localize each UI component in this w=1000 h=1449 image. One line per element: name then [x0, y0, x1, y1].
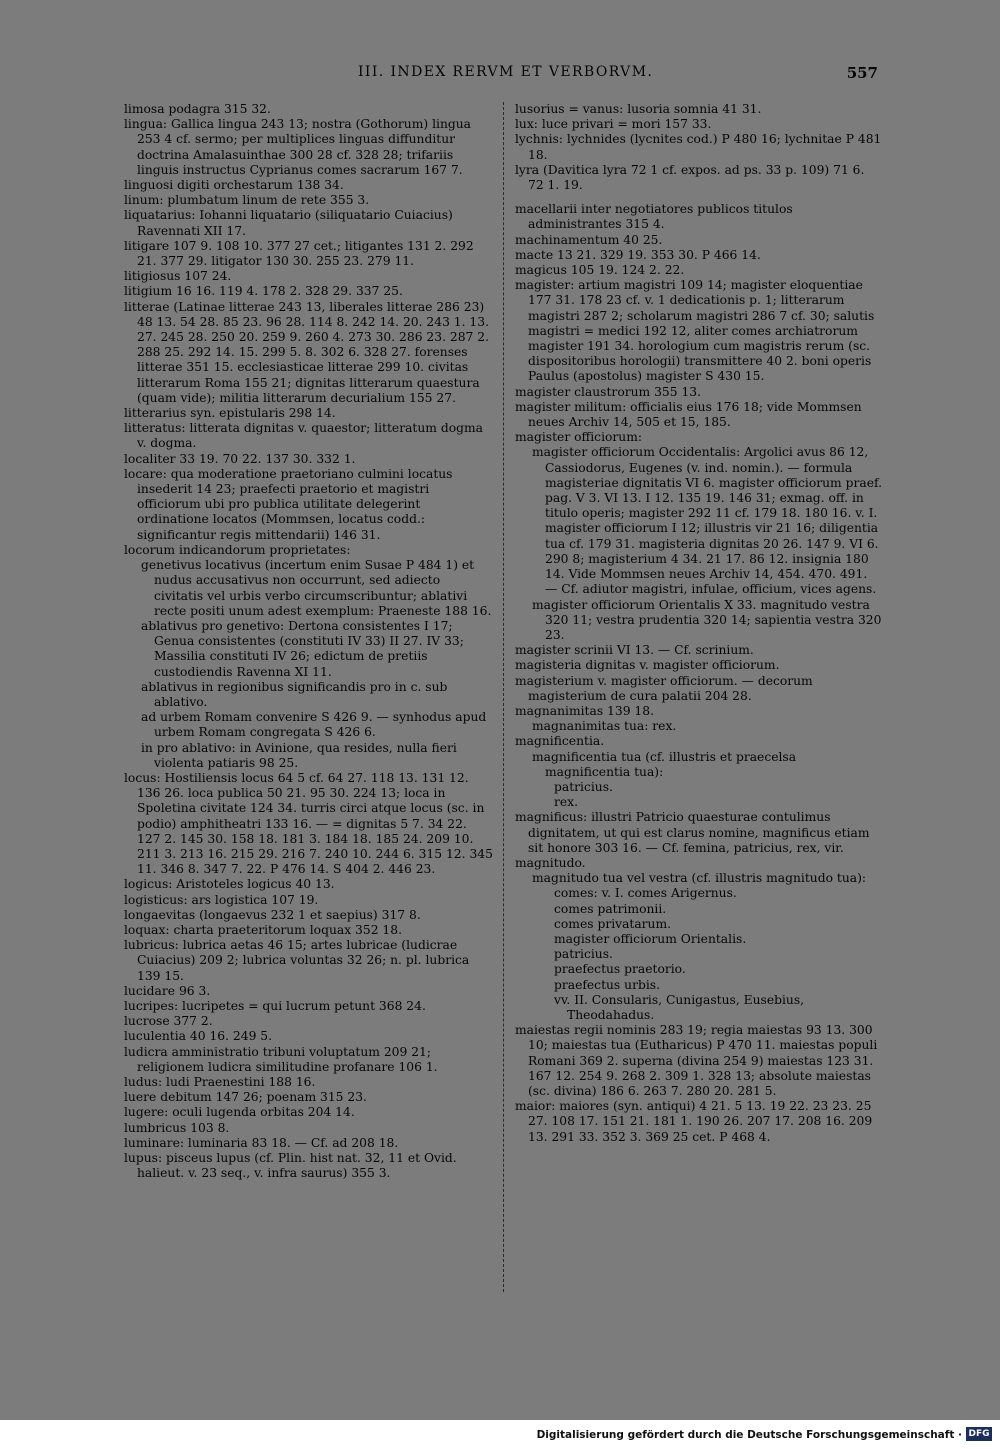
index-entry: ludicra amministratio tribuni voluptatum 209 21; religionem ludicra similitudine profanare 106 1.	[124, 1044, 438, 1074]
running-header	[0, 64, 1000, 88]
index-entry: magnificentia.	[515, 734, 605, 749]
index-entry: machinamentum 40 25.	[515, 232, 663, 247]
index-entry: luculentia 40 16. 249 5.	[124, 1029, 273, 1044]
index-entry: lucripes: lucripetes = qui lucrum petunt 368 24.	[124, 998, 426, 1013]
index-entry: lingua: Gallica lingua 243 13; nostra (Gothorum) lingua 253 4 cf. sermo; per multiplices linguas diffunditur doctrina Amalasuinthae 300 28 cf. 328 28; trifariis linguis instructus Cyprianus comes sacrarum 167 7.	[124, 117, 471, 177]
index-entry: lusorius = vanus: lusoria somnia 41 31.	[515, 102, 762, 116]
index-entry: logisticus: ars logistica 107 19.	[124, 892, 319, 907]
index-entry: linguosi digiti orchestarum 138 34.	[124, 178, 344, 193]
index-entry: lupus: pisceus lupus (cf. Plin. hist nat. 32, 11 et Ovid. halieut. v. 23 seq., v. infra saurus) 355 3.	[124, 1151, 457, 1181]
index-entry: magister militum: officialis eius 176 18; vide Mommsen neues Archiv 14, 505 et 15, 185.	[515, 399, 862, 430]
index-entry: magnitudo tua vel vestra (cf. illustris magnitudo tua):	[532, 871, 867, 886]
index-entry: locus: Hostiliensis locus 64 5 cf. 64 27. 118 13. 131 12. 136 26. loca publica 50 21. 95 30. 224 13; loca in Spoletina civitate 124 34. turris circi atque locus (sc. in podio) amphitheatri 133 16. — = dignitas 5 7. 34 22. 127 2. 145 30. 158 18. 181 3. 184 18. 185 24. 209 10. 211 3. 213 16. 215 29. 216 7. 240 10. 244 6. 315 12. 345 11. 346 8. 347 7. 22. P 476 14. S 404 2. 446 23.	[124, 770, 493, 877]
index-entry: magister officiorum Occidentalis: Argolici avus 86 12, Cassiodorus, Eugenes (v. ind. nomin.). — formula magisteriae dignitatis VI 6. magister officiorum praef. pag. V 3. VI 13. I 12. 135 19. 146 31; exmag. off. in titulo operis; magister 292 11 cf. 179 18. 180 16. v. I. magister officiorum I 12; illustris vir 21 16; diligentia tua cf. 179 31. magisteria dignitas 20 26. 147 9. VI 6. 290 8; magisterium 4 34. 21 17. 86 12. insignia 180 14. Vide Mommsen neues Archiv 14, 454. 470. 491. — Cf. adiutor magistri, infulae, officium, vices agens.	[532, 445, 882, 597]
index-entry: magister officiorum Orientalis X 33. magnitudo vestra 320 11; vestra prudentia 320 14; sapientia vestra 320 23.	[532, 597, 882, 642]
index-entry: patricius.	[554, 947, 613, 962]
index-entry: maior: maiores (syn. antiqui) 4 21. 5 13. 19 22. 23 23. 25 27. 108 17. 151 21. 181 1. 190 26. 207 17. 208 16. 209 13. 291 33. 352 3. 369 25 cet. P 468 4.	[515, 1099, 873, 1144]
index-entry: genetivus locativus (incertum enim Susae P 484 1) et nudus accusativus non occurrunt, sed adiecto civitatis vel urbis verbo circumscribuntur; ablativi recte positi unum adest exemplum: Praeneste 188 16.	[141, 558, 492, 618]
index-entry: magnanimitas 139 18.	[515, 703, 654, 718]
index-entry: magister scrinii VI 13. — Cf. scrinium.	[515, 643, 754, 658]
index-entry: praefectus praetorio.	[554, 962, 686, 977]
index-entry: liquatarius: Iohanni liquatario (siliquatario Cuiacius) Ravennati XII 17.	[124, 208, 453, 238]
index-entry: magister officiorum Orientalis.	[554, 931, 747, 946]
index-entry: macellarii inter negotiatores publicos titulos administrantes 315 4.	[515, 202, 793, 232]
index-entry: lubricus: lubrica aetas 46 15; artes lubricae (ludicrae Cuiacius) 209 2; lubrica voluntas 32 26; n. pl. lubrica 139 15.	[124, 938, 470, 983]
index-entry: lumbricus 103 8.	[124, 1120, 230, 1135]
index-entry: magnificus: illustri Patricio quaesturae contulimus dignitatem, ut qui est clarus nomine, magnificus etiam sit honore 303 16. — Cf. femina, patricius, rex, vir.	[515, 810, 870, 855]
index-entry: magnificentia tua (cf. illustris et praecelsa magnificentia tua):	[532, 749, 797, 779]
index-entry: ablativus pro genetivo: Dertona consistentes I 17; Genua consistentes (constituti IV 33) II 27. IV 33; Massilia constituti IV 26; edictum de pretiis custodiendis Ravenna XI 11.	[141, 618, 464, 679]
index-entry: litterae (Latinae litterae 243 13, liberales litterae 286 23) 48 13. 54 28. 85 23. 96 28. 114 8. 242 14. 20. 243 1. 13. 27. 245 28. 250 20. 259 9. 260 4. 273 30. 286 23. 287 2. 288 25. 292 14. 15. 299 5. 8. 302 6. 328 27. forenses litterae 351 15. ecclesiasticae litterae 299 10. civitas litterarum Roma 155 21; dignitas litterarum quaestura (quam vide); militia litterarum decurialium 155 27.	[124, 299, 489, 405]
index-entry: praefectus urbis.	[554, 977, 660, 992]
index-entry: litterarius syn. epistularis 298 14.	[124, 406, 336, 421]
index-entry: in pro ablativo: in Avinione, qua resides, nulla fieri violenta patiaris 98 25.	[141, 740, 457, 770]
index-entry: logicus: Aristoteles logicus 40 13.	[124, 877, 335, 892]
index-entry: magister: artium magistri 109 14; magister eloquentiae 177 31. 178 23 cf. v. 1 dedicationis p. 1; litterarum magistri 287 2; scholarum magistri 286 7 cf. 30; salutis magistri = medici 192 12, aliter comes archiatrorum magister 191 34. horologium cum magistris rerum (sc. dispositoribus horologii) transmittere 40 2. boni operis Paulus (apostolus) magister S 430 15.	[515, 278, 875, 384]
index-entry: locare: qua moderatione praetoriano culmini locatus insederit 14 23; praefecti praetorio et magistri officiorum ubi pro publica utilitate delegerint ordinatione locatos (Mommsen, locatus codd.: significantur regis mittendarii) 146 31.	[124, 466, 453, 542]
index-entry: magisteria dignitas v. magister officiorum.	[515, 658, 780, 673]
index-entry: magister officiorum:	[515, 430, 643, 445]
index-entry: magister claustrorum 355 13.	[515, 384, 702, 399]
index-entry: ludus: ludi Praenestini 188 16.	[124, 1075, 316, 1089]
header-title: III. INDEX RERVM ET VERBORVM.	[358, 64, 654, 80]
index-entry: ablativus in regionibus significandis pro in c. sub ablativo.	[141, 679, 448, 709]
index-entry: localiter 33 19. 70 22. 137 30. 332 1.	[124, 451, 356, 466]
index-entry: litigium 16 16. 119 4. 178 2. 328 29. 337 25.	[124, 284, 403, 299]
index-column-left	[124, 102, 493, 1181]
index-entry: loquax: charta praeteritorum loquax 352 18.	[124, 922, 402, 937]
index-entry: magicus 105 19. 124 2. 22.	[515, 263, 685, 278]
index-entry: limosa podagra 315 32.	[124, 102, 271, 116]
index-entry: maiestas regii nominis 283 19; regia maiestas 93 13. 300 10; maiestas tua (Eutharicus) P 470 11. maiestas populi Romani 369 2. superna (divina 254 9) maiestas 123 31. 167 12. 254 9. 268 2. 309 1. 328 13; absolute maiestas (sc. divina) 186 6. 263 7. 280 20. 281 5.	[515, 1023, 878, 1098]
dfg-logo: DFG	[966, 1427, 992, 1441]
index-entry: magisterium v. magister officiorum. — decorum magisterium de cura palatii 204 28.	[515, 673, 813, 703]
index-entry: ad urbem Romam convenire S 426 9. — synhodus apud urbem Romam congregata S 426 6.	[141, 710, 487, 740]
index-entry: linum: plumbatum linum de rete 355 3.	[124, 193, 370, 208]
column-divider	[503, 102, 504, 1292]
index-entry: luere debitum 147 26; poenam 315 23.	[124, 1090, 367, 1105]
index-entry: patricius.	[554, 779, 613, 794]
footer-credit: Digitalisierung gefördert durch die Deutsche Forschungsgemeinschaft ·	[536, 1429, 962, 1441]
index-entry: magnitudo.	[515, 855, 586, 870]
index-entry: lyra (Davitica lyra 72 1 cf. expos. ad ps. 33 p. 109) 71 6. 72 1. 19.	[515, 162, 865, 193]
index-entry: luminare: luminaria 83 18. — Cf. ad 208 18.	[124, 1135, 399, 1150]
index-entry: litteratus: litterata dignitas v. quaestor; litteratum dogma v. dogma.	[124, 421, 483, 451]
index-entry: lux: luce privari = mori 157 33.	[515, 117, 712, 132]
index-entry: magnanimitas tua: rex.	[532, 719, 677, 734]
index-entry: comes patrimonii.	[554, 901, 667, 916]
index-entry: rex.	[554, 795, 578, 810]
page-number: 557	[846, 64, 878, 82]
index-entry: longaevitas (longaevus 232 1 et saepius) 317 8.	[124, 907, 421, 922]
index-entry: comes privatarum.	[554, 916, 672, 931]
index-entry: comes: v. I. comes Arigernus.	[554, 886, 737, 901]
index-entry: litigiosus 107 24.	[124, 269, 232, 284]
index-entry: litigare 107 9. 108 10. 377 27 cet.; litigantes 131 2. 292 21. 377 29. litigator 130 30. 255 23. 279 11.	[124, 238, 474, 269]
index-entry: lucidare 96 3.	[124, 983, 211, 998]
index-entry: lugere: oculi lugenda orbitas 204 14.	[124, 1105, 355, 1120]
digitization-footer	[0, 1420, 1000, 1449]
index-entry: vv. II. Consularis, Cunigastus, Eusebius, Theodahadus.	[554, 992, 805, 1022]
index-column-right	[515, 102, 883, 1145]
index-entry: locorum indicandorum proprietates:	[124, 542, 351, 557]
index-entry: macte 13 21. 329 19. 353 30. P 466 14.	[515, 247, 761, 262]
index-entry: lucrose 377 2.	[124, 1014, 213, 1029]
index-entry: lychnis: lychnides (lycnites cod.) P 480 16; lychnitae P 481 18.	[515, 132, 882, 162]
